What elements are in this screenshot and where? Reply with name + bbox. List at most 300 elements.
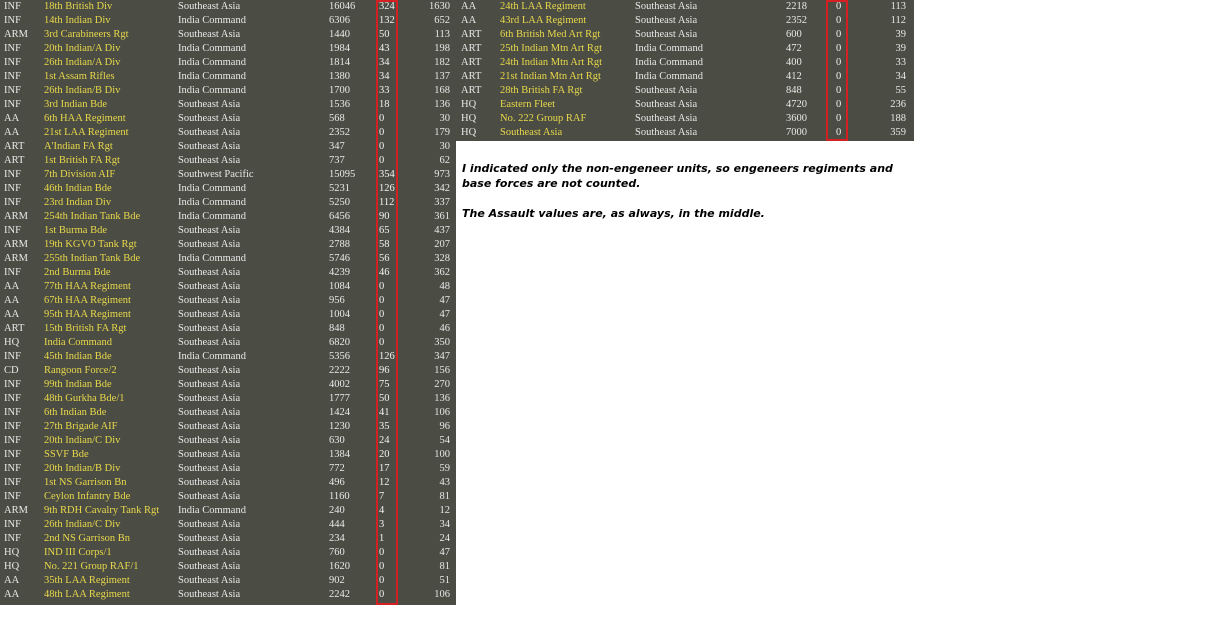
unit-name: 20th Indian/C Div [44,435,121,446]
unit-men: 760 [329,547,345,558]
unit-total: 113 [434,29,450,40]
unit-hq: Southeast Asia [178,281,241,292]
unit-name: 23rd Indian Div [44,197,112,208]
unit-assault: 0 [379,309,385,320]
unit-total: 34 [439,519,450,530]
unit-total: 12 [439,505,450,516]
unit-total: 328 [434,253,450,264]
unit-men: 848 [786,85,802,96]
unit-total: 47 [439,309,450,320]
unit-hq: Southeast Asia [178,407,241,418]
unit-men: 5231 [329,183,350,194]
unit-total: 43 [439,477,450,488]
unit-type: ARM [4,29,28,40]
unit-type: ARM [4,253,28,264]
unit-type: ART [461,57,482,68]
unit-men: 5356 [329,351,350,362]
unit-assault: 20 [379,449,390,460]
unit-men: 6456 [329,211,350,222]
unit-name: 6th Indian Bde [44,407,107,418]
unit-type: HQ [4,561,20,572]
unit-type: ARM [4,211,28,222]
unit-type: INF [4,197,21,208]
unit-name: 2nd NS Garrison Bn [44,533,131,544]
unit-type: HQ [461,127,477,138]
unit-hq: Southeast Asia [178,379,241,390]
unit-type: INF [4,169,21,180]
unit-men: 412 [786,71,802,82]
unit-type: ART [461,85,482,96]
unit-type: INF [4,183,21,194]
unit-total: 437 [434,225,450,236]
unit-assault: 46 [379,267,390,278]
unit-total: 359 [890,127,906,138]
unit-hq: Southeast Asia [635,113,698,124]
unit-hq: Southeast Asia [635,15,698,26]
unit-men: 1380 [329,71,350,82]
unit-name: 27th Brigade AIF [44,421,118,432]
unit-total: 106 [434,407,450,418]
unit-men: 400 [786,57,802,68]
unit-assault: 0 [836,43,842,54]
unit-type: HQ [461,99,477,110]
unit-hq: Southeast Asia [178,1,241,12]
unit-type: INF [4,477,21,488]
unit-assault: 50 [379,29,390,40]
unit-type: AA [4,575,20,586]
unit-hq: Southeast Asia [178,547,241,558]
unit-hq: Southeast Asia [178,113,241,124]
unit-men: 1160 [329,491,350,502]
unit-total: 113 [890,1,906,12]
unit-men: 4002 [329,379,350,390]
unit-total: 46 [439,323,450,334]
unit-total: 182 [434,57,450,68]
unit-hq: Southeast Asia [178,519,241,530]
unit-total: 24 [439,533,450,544]
assault-column-highlight-right [826,0,848,141]
unit-men: 772 [329,463,345,474]
unit-assault: 0 [836,127,842,138]
unit-name: 48th LAA Regiment [44,589,130,600]
unit-assault: 1 [379,533,385,544]
unit-name: 15th British FA Rgt [44,323,127,334]
unit-type: INF [4,351,21,362]
unit-men: 472 [786,43,802,54]
unit-hq: Southeast Asia [178,239,241,250]
unit-hq: Southeast Asia [635,29,698,40]
unit-name: 48th Gurkha Bde/1 [44,393,125,404]
unit-hq: India Command [178,85,246,96]
unit-type: HQ [461,113,477,124]
unit-name: A'Indian FA Rgt [44,141,113,152]
unit-assault: 0 [379,281,385,292]
unit-men: 3600 [786,113,807,124]
unit-type: INF [4,449,21,460]
unit-total: 136 [434,393,450,404]
unit-type: HQ [4,337,20,348]
unit-name: 9th RDH Cavalry Tank Rgt [44,505,160,516]
unit-hq: Southeast Asia [178,421,241,432]
unit-name: 1st NS Garrison Bn [44,477,127,488]
unit-name: 1st Assam Rifles [44,71,115,82]
unit-name: 99th Indian Bde [44,379,112,390]
unit-assault: 41 [379,407,390,418]
unit-men: 240 [329,505,345,516]
unit-men: 6306 [329,15,350,26]
unit-men: 444 [329,519,345,530]
unit-total: 362 [434,267,450,278]
unit-type: INF [4,85,21,96]
unit-assault: 126 [379,351,395,362]
unit-name: 95th HAA Regiment [44,309,131,320]
unit-men: 2352 [329,127,350,138]
unit-hq: India Command [635,71,703,82]
unit-hq: Southeast Asia [178,575,241,586]
unit-total: 1630 [429,1,450,12]
unit-name: 1st British FA Rgt [44,155,120,166]
unit-type: INF [4,57,21,68]
unit-men: 1440 [329,29,350,40]
unit-men: 2242 [329,589,350,600]
unit-name: 77th HAA Regiment [44,281,131,292]
unit-total: 137 [434,71,450,82]
unit-name: 7th Division AIF [44,169,116,180]
unit-total: 188 [890,113,906,124]
unit-assault: 0 [379,337,385,348]
unit-men: 1084 [329,281,350,292]
unit-name: 3rd Indian Bde [44,99,107,110]
unit-name: 21st LAA Regiment [44,127,129,138]
unit-total: 51 [439,575,450,586]
unit-total: 347 [434,351,450,362]
unit-assault: 34 [379,57,390,68]
unit-name: No. 222 Group RAF [500,113,587,124]
unit-total: 39 [895,29,906,40]
unit-men: 2788 [329,239,350,250]
unit-type: INF [4,15,21,26]
unit-hq: Southeast Asia [178,127,241,138]
unit-men: 1984 [329,43,350,54]
unit-assault: 0 [836,1,842,12]
unit-type: HQ [4,547,20,558]
unit-assault: 0 [836,113,842,124]
unit-name: 24th LAA Regiment [500,1,586,12]
unit-men: 902 [329,575,345,586]
unit-assault: 90 [379,211,390,222]
unit-men: 1004 [329,309,350,320]
unit-hq: India Command [635,57,703,68]
unit-hq: India Command [178,211,246,222]
unit-name: 26th Indian/C Div [44,519,121,530]
unit-assault: 0 [836,29,842,40]
unit-type: ARM [4,505,28,516]
unit-assault: 4 [379,505,385,516]
unit-assault: 33 [379,85,390,96]
unit-hq: Southeast Asia [178,589,241,600]
unit-total: 973 [434,169,450,180]
unit-men: 1777 [329,393,350,404]
unit-men: 347 [329,141,345,152]
unit-men: 5746 [329,253,350,264]
unit-assault: 0 [379,155,385,166]
unit-hq: Southeast Asia [178,155,241,166]
unit-hq: Southeast Asia [635,99,698,110]
unit-total: 33 [895,57,906,68]
unit-men: 1814 [329,57,350,68]
unit-men: 4239 [329,267,350,278]
unit-type: INF [4,407,21,418]
unit-hq: India Command [178,183,246,194]
unit-type: INF [4,99,21,110]
unit-assault: 0 [379,295,385,306]
unit-name: 6th HAA Regiment [44,113,126,124]
unit-assault: 96 [379,365,390,376]
unit-type: AA [4,113,20,124]
unit-name: 19th KGVO Tank Rgt [44,239,137,250]
unit-total: 361 [434,211,450,222]
unit-total: 96 [439,421,450,432]
unit-name: India Command [44,337,112,348]
unit-total: 112 [890,15,906,26]
unit-name: 254th Indian Tank Bde [44,211,141,222]
unit-type: ARM [4,239,28,250]
unit-hq: Southeast Asia [635,1,698,12]
unit-assault: 35 [379,421,390,432]
unit-hq: Southeast Asia [178,295,241,306]
unit-name: 26th Indian/B Div [44,85,121,96]
unit-men: 600 [786,29,802,40]
unit-assault: 126 [379,183,395,194]
unit-hq: Southwest Pacific [178,169,254,180]
unit-hq: Southeast Asia [178,225,241,236]
unit-hq: India Command [178,351,246,362]
unit-total: 652 [434,15,450,26]
unit-hq: India Command [178,71,246,82]
unit-name: 35th LAA Regiment [44,575,130,586]
unit-total: 100 [434,449,450,460]
unit-men: 1424 [329,407,350,418]
unit-total: 47 [439,547,450,558]
unit-hq: India Command [178,57,246,68]
unit-assault: 112 [379,197,395,208]
unit-total: 81 [439,491,450,502]
unit-type: AA [4,127,20,138]
unit-type: INF [4,393,21,404]
unit-men: 2222 [329,365,350,376]
unit-assault: 0 [379,589,385,600]
unit-total: 48 [439,281,450,292]
unit-assault: 75 [379,379,390,390]
unit-name: 20th Indian/B Div [44,463,121,474]
unit-hq: India Command [635,43,703,54]
unit-hq: Southeast Asia [178,491,241,502]
unit-hq: Southeast Asia [178,533,241,544]
unit-total: 198 [434,43,450,54]
unit-type: ART [461,71,482,82]
unit-name: SSVF Bde [44,449,89,460]
unit-assault: 0 [379,323,385,334]
unit-total: 34 [895,71,906,82]
unit-name: Southeast Asia [500,127,563,138]
unit-hq: Southeast Asia [178,323,241,334]
unit-name: 25th Indian Mtn Art Rgt [500,43,603,54]
unit-men: 4384 [329,225,350,236]
unit-assault: 3 [379,519,385,530]
unit-assault: 132 [379,15,395,26]
unit-hq: India Command [178,253,246,264]
unit-type: AA [4,295,20,306]
unit-type: AA [461,1,477,12]
unit-men: 1620 [329,561,350,572]
unit-total: 156 [434,365,450,376]
unit-name: Rangoon Force/2 [44,365,117,376]
unit-assault: 58 [379,239,390,250]
unit-name: 46th Indian Bde [44,183,112,194]
unit-assault: 17 [379,463,390,474]
unit-total: 337 [434,197,450,208]
unit-type: INF [4,71,21,82]
unit-men: 1700 [329,85,350,96]
unit-assault: 0 [379,561,385,572]
unit-assault: 56 [379,253,390,264]
unit-type: INF [4,267,21,278]
unit-total: 54 [439,435,450,446]
unit-name: Ceylon Infantry Bde [44,491,131,502]
unit-hq: Southeast Asia [178,393,241,404]
unit-total: 207 [434,239,450,250]
unit-men: 737 [329,155,345,166]
unit-name: 14th Indian Div [44,15,111,26]
unit-men: 2218 [786,1,807,12]
unit-assault: 34 [379,71,390,82]
unit-total: 270 [434,379,450,390]
unit-type: ART [461,29,482,40]
unit-assault: 0 [379,547,385,558]
note-assault-values: The Assault values are, as always, in the middle. [462,207,765,220]
unit-hq: Southeast Asia [635,85,698,96]
unit-hq: Southeast Asia [178,477,241,488]
unit-total: 55 [895,85,906,96]
unit-type: INF [4,435,21,446]
unit-men: 6820 [329,337,350,348]
unit-hq: Southeast Asia [635,127,698,138]
unit-hq: Southeast Asia [178,99,241,110]
unit-men: 15095 [329,169,356,180]
unit-assault: 43 [379,43,390,54]
unit-assault: 7 [379,491,385,502]
unit-men: 4720 [786,99,807,110]
unit-men: 1536 [329,99,350,110]
unit-name: 6th British Med Art Rgt [500,29,601,40]
unit-hq: Southeast Asia [178,141,241,152]
unit-name: IND III Corps/1 [44,547,112,558]
unit-type: AA [4,309,20,320]
unit-hq: Southeast Asia [178,309,241,320]
unit-name: 18th British Div [44,1,113,12]
unit-men: 234 [329,533,345,544]
assault-column-highlight-left [376,0,398,605]
unit-type: INF [4,225,21,236]
unit-type: INF [4,421,21,432]
unit-assault: 0 [379,113,385,124]
unit-type: ART [4,155,25,166]
unit-assault: 0 [379,127,385,138]
unit-type: ART [4,141,25,152]
unit-hq: India Command [178,197,246,208]
unit-type: ART [4,323,25,334]
unit-total: 350 [434,337,450,348]
unit-men: 956 [329,295,345,306]
unit-type: AA [4,589,20,600]
unit-total: 342 [434,183,450,194]
unit-total: 59 [439,463,450,474]
unit-name: 1st Burma Bde [44,225,107,236]
unit-assault: 24 [379,435,390,446]
unit-men: 568 [329,113,345,124]
unit-type: INF [4,463,21,474]
unit-type: INF [4,491,21,502]
unit-name: No. 221 Group RAF/1 [44,561,139,572]
unit-men: 496 [329,477,345,488]
unit-type: INF [4,379,21,390]
unit-hq: Southeast Asia [178,435,241,446]
unit-assault: 0 [379,141,385,152]
unit-name: 67th HAA Regiment [44,295,131,306]
unit-assault: 0 [836,85,842,96]
unit-total: 136 [434,99,450,110]
unit-type: ART [461,43,482,54]
unit-total: 236 [890,99,906,110]
unit-assault: 0 [836,57,842,68]
unit-men: 5250 [329,197,350,208]
unit-hq: Southeast Asia [178,267,241,278]
unit-name: 43rd LAA Regiment [500,15,587,26]
unit-total: 106 [434,589,450,600]
unit-total: 168 [434,85,450,96]
unit-men: 7000 [786,127,807,138]
unit-assault: 324 [379,1,395,12]
unit-assault: 50 [379,393,390,404]
unit-name: 20th Indian/A Div [44,43,121,54]
unit-hq: India Command [178,505,246,516]
unit-name: 45th Indian Bde [44,351,112,362]
unit-men: 1230 [329,421,350,432]
unit-name: 24th Indian Mtn Art Rgt [500,57,603,68]
unit-name: 3rd Carabineers Rgt [44,29,129,40]
unit-men: 2352 [786,15,807,26]
unit-type: INF [4,43,21,54]
unit-type: CD [4,365,19,376]
unit-men: 1384 [329,449,350,460]
unit-total: 47 [439,295,450,306]
unit-assault: 354 [379,169,395,180]
unit-assault: 0 [836,15,842,26]
unit-assault: 0 [379,575,385,586]
unit-type: INF [4,519,21,530]
unit-men: 16046 [329,1,356,12]
unit-men: 630 [329,435,345,446]
unit-men: 848 [329,323,345,334]
unit-hq: Southeast Asia [178,29,241,40]
unit-name: 255th Indian Tank Bde [44,253,141,264]
unit-hq: Southeast Asia [178,561,241,572]
unit-hq: Southeast Asia [178,449,241,460]
unit-total: 62 [439,155,450,166]
unit-name: 2nd Burma Bde [44,267,111,278]
unit-total: 39 [895,43,906,54]
unit-hq: Southeast Asia [178,365,241,376]
